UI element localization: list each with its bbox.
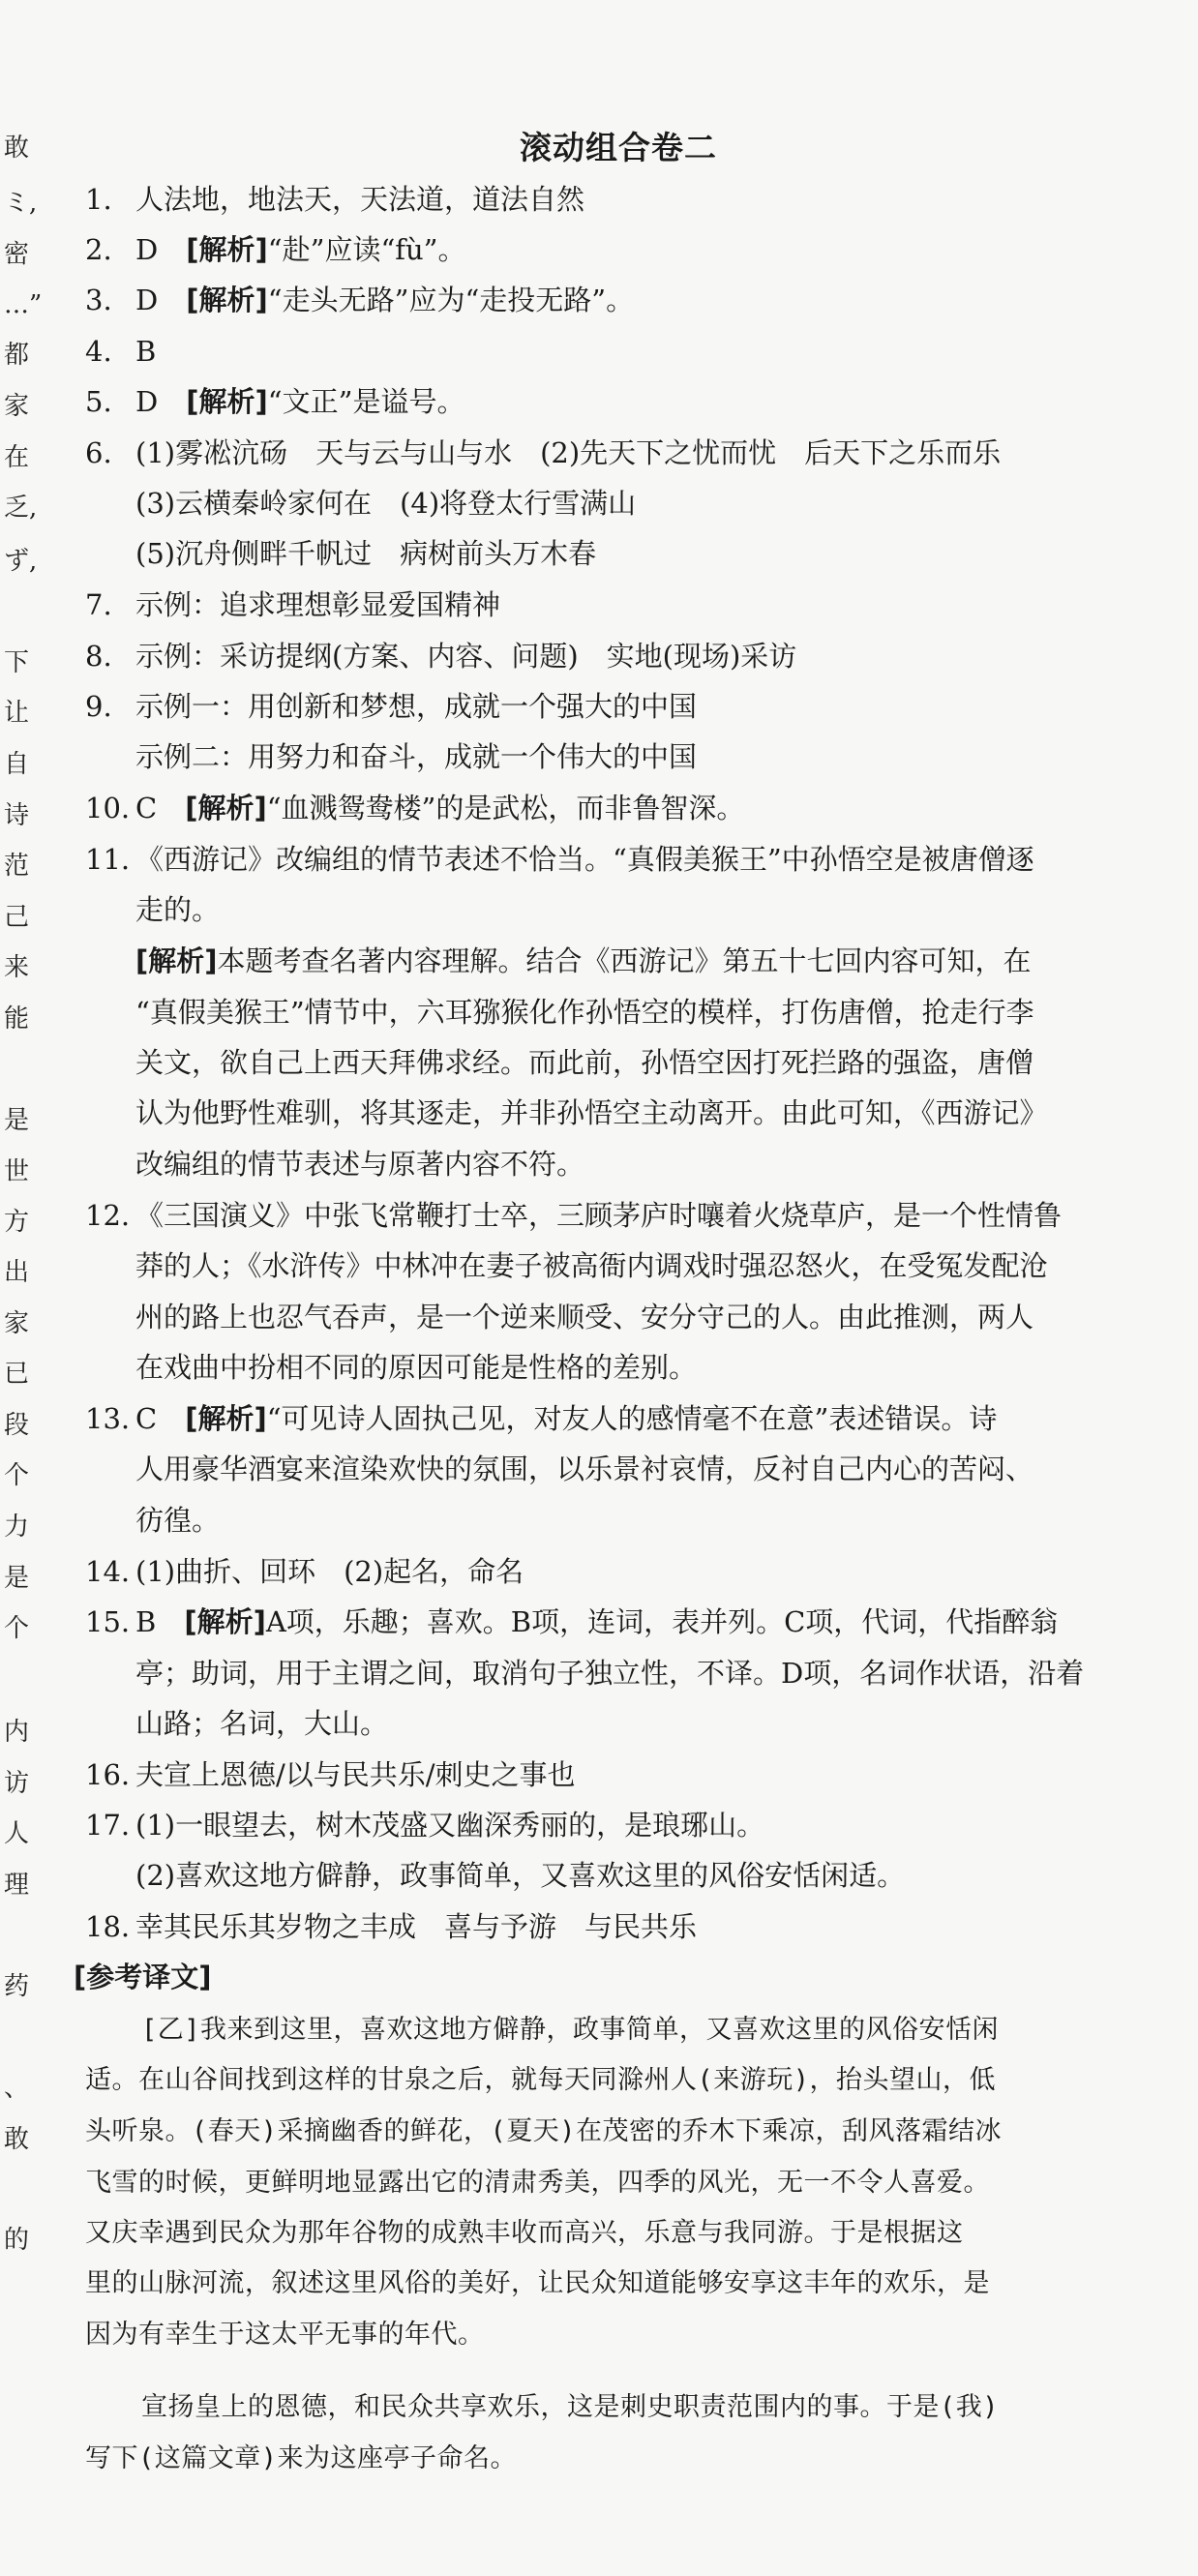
- margin-fragment: 内: [4, 1718, 30, 1747]
- answer-choice: C: [135, 1402, 158, 1435]
- margin-fragment: 在: [4, 443, 30, 472]
- margin-fragment: 来: [4, 953, 30, 982]
- answer-text: 示例：采访提纲(方案、内容、问题) 实地(现场)采访: [135, 640, 797, 673]
- item-number: 6.: [85, 436, 112, 469]
- item-number: 15.: [85, 1605, 131, 1638]
- analysis-tag: [解析]: [186, 385, 268, 418]
- margin-fragment: 力: [4, 1513, 30, 1542]
- translation-line: 宣扬皇上的恩德，和民众共享欢乐，这是刺史职责范围内的事。于是(我): [141, 2392, 1000, 2422]
- answer-text: 本题考查名著内容理解。结合《西游记》第五十七回内容可知，在: [217, 944, 1032, 977]
- answer-text: “赴”应读“fù”。: [267, 233, 466, 266]
- margin-fragment: 能: [4, 1004, 30, 1033]
- item-number: 3.: [85, 284, 112, 316]
- margin-fragment: 敢: [4, 134, 30, 163]
- answer-line: (5)沉舟侧畔千帆过 病树前头万木春: [135, 537, 597, 570]
- item-number: 10.: [85, 792, 131, 824]
- margin-fragment: 乏,: [4, 494, 38, 523]
- item-number: 16.: [85, 1758, 131, 1791]
- answer-line: 彷徨。: [135, 1504, 221, 1537]
- margin-fragment: 访: [4, 1769, 30, 1798]
- margin-fragment: 、: [4, 2074, 30, 2103]
- answer-item-1: [85, 180, 1161, 219]
- answer-item-12: [85, 1196, 1161, 1235]
- answer-line: 关文，欲自己上西天拜佛求经。而此前，孙悟空因打死拦路的强盗，唐僧: [135, 1046, 1034, 1079]
- answer-text: (1)雾凇沆砀 天与云与山与水 (2)先天下之忧而忧 后天下之乐而乐: [135, 436, 1002, 469]
- answer-line: 认为他野性难驯，将其逐走，并非孙悟空主动离开。由此可知，《西游记》: [135, 1096, 1048, 1129]
- answer-choice: D: [135, 284, 159, 316]
- item-number: 7.: [85, 588, 112, 621]
- item-number: 18.: [85, 1910, 131, 1943]
- answer-item-17: [85, 1806, 1161, 1844]
- answer-text: “文正”是谥号。: [267, 385, 465, 418]
- margin-fragment: 己: [4, 903, 30, 932]
- margin-fragment: 让: [4, 699, 30, 728]
- answer-text: 人法地，地法天，天法道，道法自然: [135, 183, 585, 216]
- margin-fragment: 是: [4, 1564, 30, 1593]
- translation-line: 因为有幸生于这太平无事的年代。: [85, 2320, 485, 2350]
- answer-item-15: [85, 1603, 1161, 1641]
- answer-text: A项，乐趣；喜欢。B项，连词，表并列。C项，代词，代指醉翁: [265, 1605, 1059, 1638]
- margin-fragment: 范: [4, 852, 30, 881]
- answer-line: 走的。: [135, 893, 221, 926]
- margin-fragment: ミ,: [4, 189, 38, 218]
- analysis-tag: [解析]: [186, 284, 268, 316]
- answer-choice: B: [135, 1605, 157, 1638]
- answer-text: 《三国演义》中张飞常鞭打士卒，三顾茅庐时嚷着火烧草庐，是一个性情鲁: [135, 1199, 1063, 1232]
- analysis-tag: [解析]: [185, 792, 267, 824]
- left-margin-strip: [0, 0, 43, 2576]
- answer-line: (2)喜欢这地方僻静，政事简单，又喜欢这里的风俗安恬闲适。: [135, 1859, 906, 1892]
- answer-choice: D: [135, 233, 159, 266]
- answer-item-13: [85, 1399, 1161, 1438]
- item-number: 12.: [85, 1199, 131, 1232]
- margin-fragment: 段: [4, 1411, 30, 1440]
- answer-line: [85, 942, 1161, 980]
- answer-item-10: [85, 789, 1161, 827]
- answer-item-9: [85, 687, 1161, 726]
- answer-text: 示例一：用创新和梦想，成就一个强大的中国: [135, 690, 698, 723]
- answer-text: 幸其民乐其岁物之丰成 喜与予游 与民共乐: [135, 1910, 698, 1943]
- translation-line: 又庆幸遇到民众为那年谷物的成熟丰收而高兴，乐意与我同游。于是根据这: [85, 2218, 964, 2248]
- margin-fragment: 个: [4, 1614, 30, 1643]
- item-number: 14.: [85, 1555, 131, 1588]
- answer-line: 在戏曲中扮相不同的原因可能是性格的差别。: [135, 1351, 698, 1384]
- item-number: 1.: [85, 183, 112, 216]
- answer-choice: B: [135, 335, 157, 368]
- answer-choice: D: [135, 385, 159, 418]
- answer-item-14: [85, 1552, 1161, 1591]
- answer-text: “可见诗人固执己见，对友人的感情毫不在意”表述错误。诗: [266, 1402, 998, 1435]
- margin-fragment: 理: [4, 1871, 30, 1900]
- translation-line: [乙]我来到这里，喜欢这地方僻静，政事简单，又喜欢这里的风俗安恬闲: [141, 2015, 1000, 2045]
- margin-fragment: 自: [4, 750, 30, 779]
- answer-item-8: [85, 637, 1161, 675]
- answer-item-11: [85, 840, 1161, 879]
- answer-line: 改编组的情节表述与原著内容不符。: [135, 1148, 585, 1181]
- answer-line: 州的路上也忍气吞声，是一个逆来顺受、安分守己的人。由此推测，两人: [135, 1301, 1034, 1333]
- answer-line: 莽的人；《水浒传》中林冲在妻子被高衙内调戏时强忍怒火，在受冤发配沧: [135, 1249, 1048, 1282]
- margin-fragment: …”: [4, 290, 43, 319]
- translation-line: 写下(这篇文章)来为这座亭子命名。: [85, 2443, 518, 2473]
- margin-fragment: 的: [4, 2226, 30, 2255]
- answer-item-2: [85, 230, 1161, 269]
- answer-text: 夫宣上恩德/以与民共乐/刺史之事也: [135, 1758, 576, 1791]
- answer-item-16: [85, 1755, 1161, 1794]
- answer-text: “血溅鸳鸯楼”的是武松，而非鲁智深。: [266, 792, 745, 824]
- margin-fragment: 是: [4, 1106, 30, 1135]
- margin-fragment: 密: [4, 240, 30, 269]
- analysis-tag: [解析]: [135, 944, 218, 977]
- answer-choice: C: [135, 792, 158, 824]
- item-number: 5.: [85, 385, 112, 418]
- translation-line: 飞雪的时候，更鲜明地显露出它的清肃秀美，四季的风光，无一不令人喜爱。: [85, 2168, 990, 2198]
- answer-line: 示例二：用努力和奋斗，成就一个伟大的中国: [135, 740, 698, 773]
- answer-line: 人用豪华酒宴来渲染欢快的氛围，以乐景衬哀情，反衬自己内心的苦闷、: [135, 1453, 1034, 1485]
- answer-line: (3)云横秦岭家何在 (4)将登太行雪满山: [135, 487, 637, 520]
- margin-fragment: 都: [4, 341, 30, 370]
- translation-line: 头听泉。(春天)采摘幽香的鲜花，(夏天)在茂密的乔木下乘凉，刮风落霜结冰: [85, 2116, 1003, 2146]
- answer-line: “真假美猴王”情节中，六耳猕猴化作孙悟空的模样，打伤唐僧，抢走行李: [135, 996, 1034, 1029]
- item-number: 4.: [85, 335, 112, 368]
- margin-fragment: 下: [4, 648, 30, 677]
- margin-fragment: 人: [4, 1819, 30, 1848]
- answer-item-7: [85, 585, 1161, 624]
- margin-fragment: 已: [4, 1360, 30, 1389]
- item-number: 2.: [85, 233, 112, 266]
- margin-fragment: 方: [4, 1208, 30, 1237]
- translation-line: 里的山脉河流，叙述这里风俗的美好，让民众知道能够安享这丰年的欢乐，是: [85, 2268, 990, 2298]
- margin-fragment: 世: [4, 1157, 30, 1186]
- answer-item-18: [85, 1907, 1161, 1946]
- answer-line: 亭；助词，用于主谓之间，取消句子独立性，不译。D项，名词作状语，沿着: [135, 1657, 1085, 1690]
- answer-item-3: [85, 281, 1161, 319]
- translation-heading: [参考译文]: [74, 1961, 212, 1993]
- item-number: 8.: [85, 640, 112, 673]
- translation-line: 适。在山谷间找到这样的甘泉之后，就每天同滁州人(来游玩)，抬头望山，低: [85, 2065, 997, 2095]
- answer-line: 山路；名词，大山。: [135, 1707, 389, 1740]
- answer-text: 《西游记》改编组的情节表述不恰当。“真假美猴王”中孙悟空是被唐僧逐: [135, 843, 1034, 876]
- answer-item-4: [85, 332, 1161, 371]
- margin-fragment: 个: [4, 1461, 30, 1490]
- answer-text: (1)一眼望去，树木茂盛又幽深秀丽的，是琅琊山。: [135, 1809, 765, 1842]
- margin-fragment: 家: [4, 1309, 30, 1338]
- item-number: 11.: [85, 843, 131, 876]
- item-number: 13.: [85, 1402, 131, 1435]
- margin-fragment: ず,: [4, 547, 38, 576]
- analysis-tag: [解析]: [186, 233, 268, 266]
- analysis-tag: [解析]: [185, 1402, 267, 1435]
- page-title: 滚动组合卷二: [520, 129, 717, 166]
- answer-item-5: [85, 382, 1161, 421]
- item-number: 9.: [85, 690, 112, 723]
- answer-text: “走头无路”应为“走投无路”。: [267, 284, 635, 316]
- margin-fragment: 诗: [4, 801, 30, 830]
- analysis-tag: [解析]: [184, 1605, 266, 1638]
- answer-text: (1)曲折、回环 (2)起名，命名: [135, 1555, 524, 1588]
- margin-fragment: 敢: [4, 2125, 30, 2154]
- margin-fragment: 家: [4, 392, 30, 421]
- margin-fragment: 出: [4, 1258, 30, 1287]
- answer-item-6: [85, 434, 1161, 472]
- answer-text: 示例：追求理想彰显爱国精神: [135, 588, 501, 621]
- margin-fragment: 药: [4, 1972, 30, 2001]
- item-number: 17.: [85, 1809, 131, 1842]
